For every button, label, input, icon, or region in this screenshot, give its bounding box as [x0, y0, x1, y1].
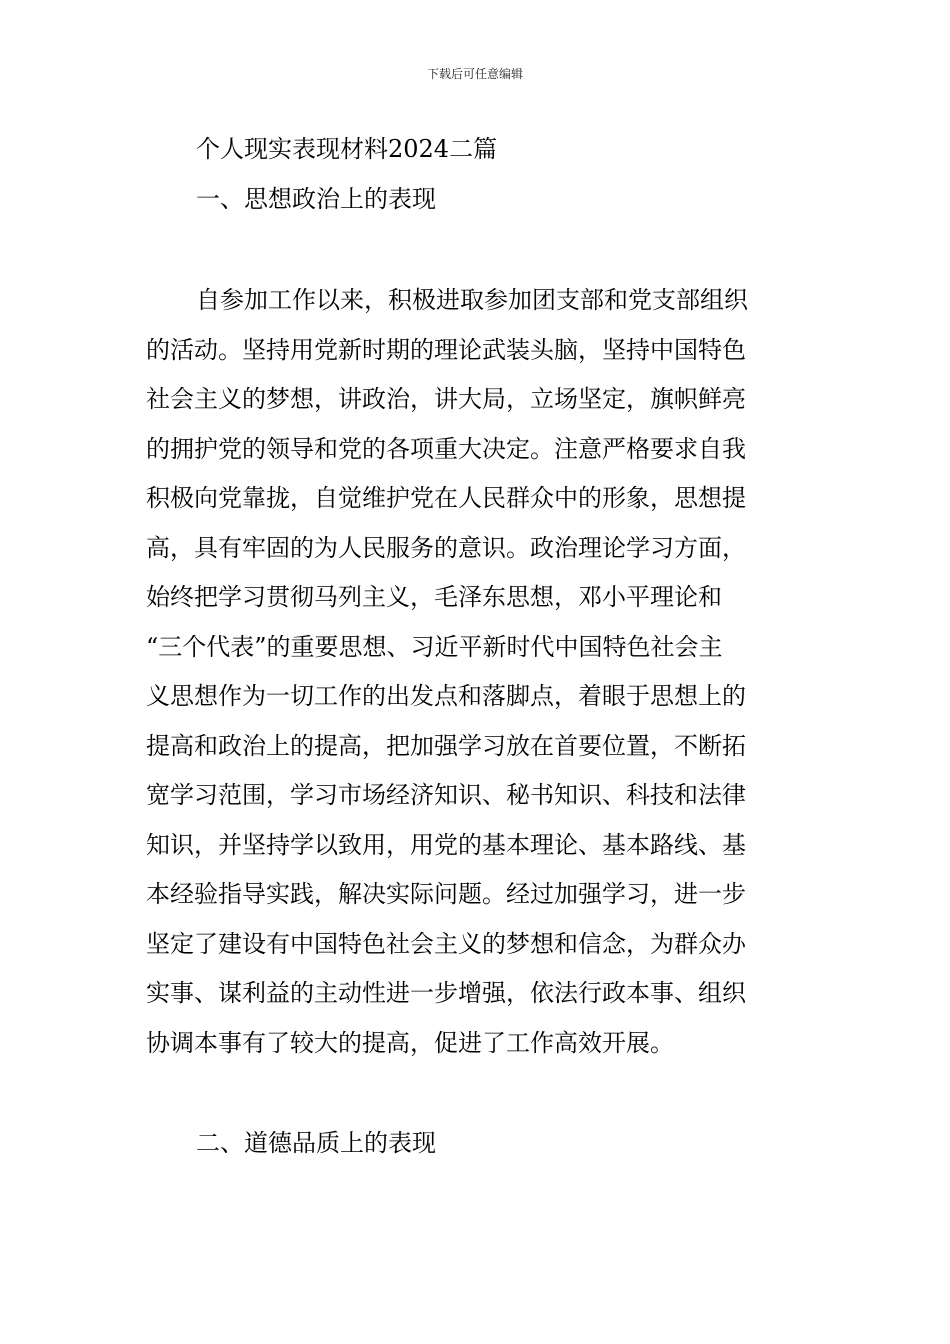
paragraph-line: 坚定了建设有中国特色社会主义的梦想和信念，为群众办 — [146, 929, 746, 958]
paragraph-line: “三个代表”的重要思想、习近平新时代中国特色社会主 — [146, 632, 723, 661]
paragraph-line: 实事、谋利益的主动性进一步增强，依法行政本事、组织 — [146, 979, 746, 1007]
paragraph-line: 知识，并坚持学以致用，用党的基本理论、基本路线、基 — [146, 830, 746, 859]
section-1-body — [146, 280, 806, 1072]
page-header-note: 下载后可任意编辑 — [426, 67, 523, 81]
section-2-heading: 二、道德品质上的表现 — [196, 1129, 436, 1157]
paragraph-line: 高，具有牢固的为人民服务的意识。政治理论学习方面， — [146, 533, 746, 562]
paragraph-line: 自参加工作以来，积极进取参加团支部和党支部组织 — [196, 286, 748, 314]
paragraph-line: 社会主义的梦想，讲政治，讲大局，立场坚定，旗帜鲜亮 — [146, 385, 746, 413]
paragraph-line: 宽学习范围，学习市场经济知识、秘书知识、科技和法律 — [146, 781, 746, 809]
paragraph-line: 义思想作为一切工作的出发点和落脚点，着眼于思想上的 — [146, 682, 746, 710]
paragraph-line: 始终把学习贯彻马列主义，毛泽东思想，邓小平理论和 — [146, 583, 722, 611]
section-1-heading: 一、思想政治上的表现 — [196, 185, 436, 213]
paragraph-line: 协调本事有了较大的提高，促进了工作高效开展。 — [146, 1028, 674, 1057]
paragraph-line: 提高和政治上的提高，把加强学习放在首要位置，不断拓 — [146, 731, 746, 760]
paragraph-line: 积极向党靠拢，自觉维护党在人民群众中的形象，思想提 — [146, 484, 746, 512]
paragraph-line: 的拥护党的领导和党的各项重大决定。注意严格要求自我 — [146, 434, 746, 463]
document-title: 个人现实表现材料2024二篇 — [196, 135, 498, 163]
paragraph-line: 本经验指导实践，解决实际问题。经过加强学习，进一步 — [146, 880, 746, 908]
paragraph-line: 的活动。坚持用党新时期的理论武装头脑，坚持中国特色 — [146, 335, 746, 364]
